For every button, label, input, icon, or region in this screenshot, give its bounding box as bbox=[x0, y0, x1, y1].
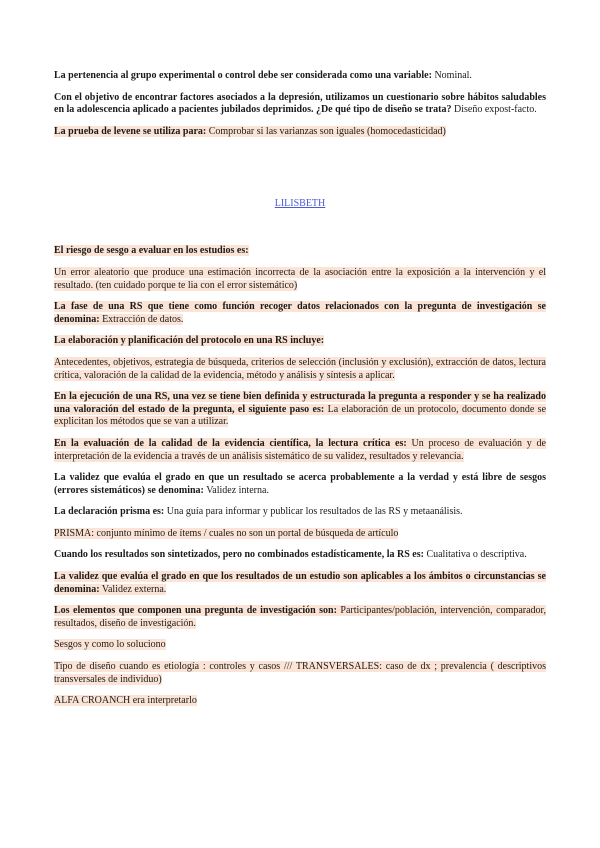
answer-paragraph bbox=[54, 357, 546, 382]
answer-text: Cualitativa o descriptiva. bbox=[423, 549, 527, 561]
top-section bbox=[54, 70, 546, 138]
answer-text: Sesgos y como lo soluciono bbox=[54, 639, 166, 651]
question-paragraph bbox=[54, 126, 546, 139]
question-paragraph bbox=[54, 301, 546, 326]
question-text: Con el objetivo de encontrar factores asociados a la depresión, utilizamos un cuestionario sobre hábitos saludables en la adolescencia aplicado a pacientes jubilados deprimidos. ¿De qué tipo de diseño se trata? bbox=[54, 91, 546, 116]
question-text: En la evaluación de la calidad de la evidencia científica, la lectura crítica es: bbox=[54, 437, 407, 449]
question-paragraph bbox=[54, 472, 546, 497]
answer-text: La elaboración de un protocolo, documento donde se explicitan los métodos que se van a utilizar. bbox=[54, 403, 547, 428]
question-text: Los elementos que componen una pregunta de investigación son: bbox=[54, 605, 337, 617]
answer-text: Diseño expost-facto. bbox=[451, 104, 537, 116]
section-title bbox=[54, 198, 546, 209]
answer-text: Tipo de diseño cuando es etiología : controles y casos /// TRANSVERSALES: caso de dx ; prevalencia ( descriptivos transversales de individuo) bbox=[54, 661, 546, 685]
question-paragraph bbox=[54, 549, 546, 562]
answer-text: Antecedentes, objetivos, estrategia de búsqueda, criterios de selección (inclusión y exclusión), extracción de datos, lectura crítica, valoración de la calidad de la evidencia, método y análisis y síntesis a aplicar. bbox=[54, 356, 546, 381]
question-paragraph bbox=[54, 92, 546, 117]
answer-text: Una guía para informar y publicar los resultados de las RS y metaanálisis. bbox=[164, 506, 463, 518]
answer-text: Extracción de datos. bbox=[99, 313, 184, 325]
question-paragraph bbox=[54, 70, 546, 83]
answer-text: Validez interna. bbox=[203, 484, 269, 496]
answer-paragraph bbox=[54, 267, 546, 292]
answer-text: PRISMA: conjunto mínimo de ítems / cuales no son un portal de búsqueda de artículo bbox=[54, 527, 399, 539]
question-paragraph bbox=[54, 391, 546, 429]
question-paragraph bbox=[54, 438, 546, 463]
answer-paragraph bbox=[54, 528, 546, 541]
question-text: La declaración prisma es: bbox=[54, 506, 165, 518]
question-paragraph bbox=[54, 335, 546, 348]
answer-text: Comprobar si las varianzas son iguales (homocedasticidad) bbox=[206, 125, 446, 137]
answer-text: Un error aleatorio que produce una estimación incorrecta de la asociación entre la exposición a la intervención y el resultado. (ten cuidado porque te lia con el error sistemático) bbox=[54, 266, 546, 291]
answer-paragraph bbox=[54, 695, 546, 708]
question-paragraph bbox=[54, 571, 546, 596]
section-title-link[interactable]: LILISBETH bbox=[274, 198, 326, 210]
question-text: La fase de una RS que tiene como función recoger datos relacionados con la pregunta de investigación se denomina: bbox=[54, 301, 546, 325]
answer-text: Validez externa. bbox=[99, 583, 167, 595]
question-text: La prueba de levene se utiliza para: bbox=[54, 125, 207, 137]
answer-text: Participantes/población, intervención, comparador, resultados, diseño de investigación. bbox=[54, 605, 546, 629]
question-paragraph bbox=[54, 245, 546, 258]
question-paragraph bbox=[54, 605, 546, 630]
answer-text: Nominal. bbox=[431, 70, 472, 81]
question-text: Cuando los resultados son sintetizados, pero no combinados estadísticamente, la RS es: bbox=[54, 549, 424, 561]
answer-text: ALFA CROANCH era interpretarlo bbox=[54, 695, 197, 707]
answer-paragraph bbox=[54, 639, 546, 652]
question-text: La pertenencia al grupo experimental o control debe ser considerada como una variable: bbox=[54, 70, 432, 81]
question-paragraph bbox=[54, 506, 546, 519]
question-text: En la ejecución de una RS, una vez se tiene bien definida y estructurada la pregunta a responder y se ha realizado una valoración del estado de la pregunta, el siguiente paso es: bbox=[54, 391, 546, 415]
question-text: La validez que evalúa el grado en que un resultado se acerca probablemente a la verdad y está libre de sesgos (errores sistemáticos) se denomina: bbox=[54, 472, 546, 496]
answer-text: Un proceso de evaluación y de interpretación de la evidencia a través de un análisis sistemático de su validez, resultados y relevancia. bbox=[54, 437, 546, 462]
question-text: El riesgo de sesgo a evaluar en los estudios es: bbox=[54, 245, 249, 257]
question-text: La elaboración y planificación del protocolo en una RS incluye: bbox=[54, 335, 325, 347]
qa-list bbox=[54, 245, 546, 707]
question-text: La validez que evalúa el grado en que los resultados de un estudio son aplicables a los ámbitos o circunstancias se denomina: bbox=[54, 571, 546, 595]
answer-paragraph bbox=[54, 661, 546, 686]
